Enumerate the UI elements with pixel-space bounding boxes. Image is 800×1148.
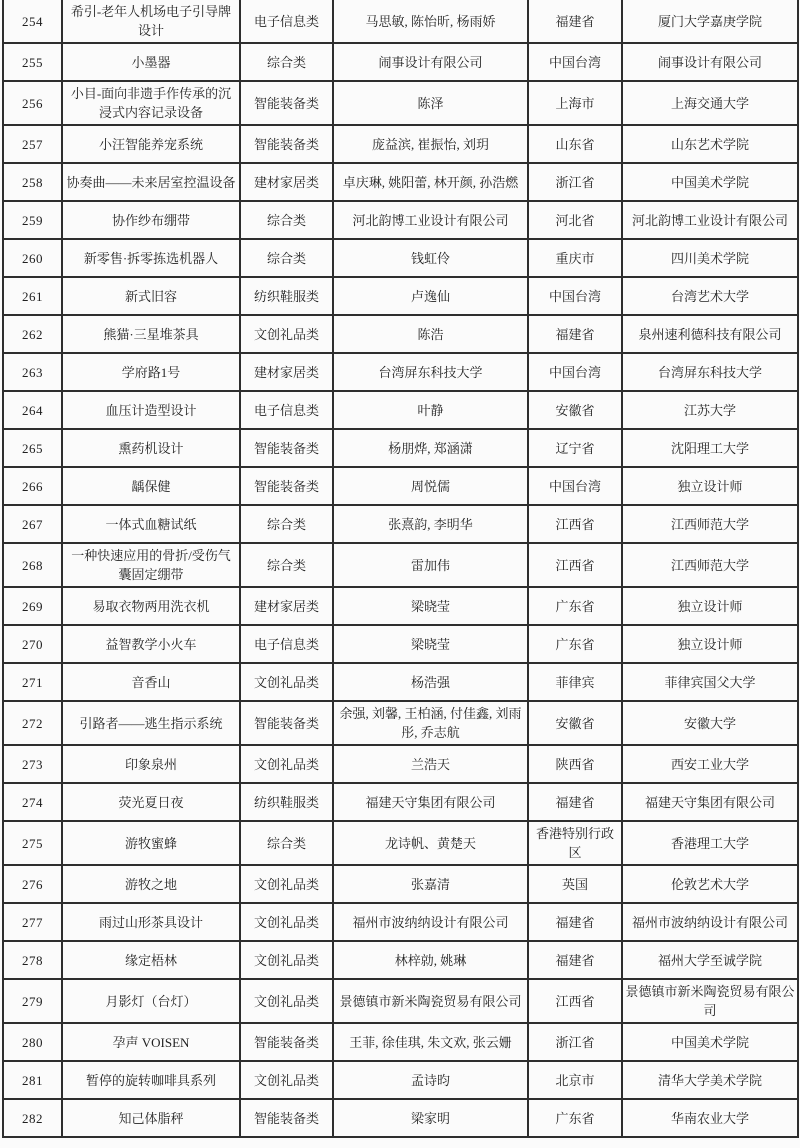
cell-authors: 兰浩天 — [333, 745, 528, 783]
cell-organization: 江西师范大学 — [622, 543, 798, 587]
cell-region: 辽宁省 — [528, 429, 622, 467]
cell-no: 260 — [3, 239, 62, 277]
cell-title: 雨过山形茶具设计 — [62, 903, 240, 941]
cell-organization: 河北韵博工业设计有限公司 — [622, 201, 798, 239]
cell-category: 建材家居类 — [240, 353, 333, 391]
cell-no: 274 — [3, 783, 62, 821]
cell-title: 龋保健 — [62, 467, 240, 505]
cell-region: 河北省 — [528, 201, 622, 239]
cell-organization: 福建天守集团有限公司 — [622, 783, 798, 821]
cell-organization: 四川美术学院 — [622, 239, 798, 277]
cell-organization: 菲律宾国父大学 — [622, 663, 798, 701]
cell-no: 269 — [3, 587, 62, 625]
cell-no: 273 — [3, 745, 62, 783]
cell-title: 引路者——逃生指示系统 — [62, 701, 240, 745]
cell-title: 月影灯（台灯） — [62, 979, 240, 1023]
table-row — [3, 391, 798, 429]
cell-organization: 沈阳理工大学 — [622, 429, 798, 467]
cell-no: 266 — [3, 467, 62, 505]
cell-organization: 江苏大学 — [622, 391, 798, 429]
table-row — [3, 467, 798, 505]
cell-region: 中国台湾 — [528, 277, 622, 315]
table-row — [3, 625, 798, 663]
cell-region: 重庆市 — [528, 239, 622, 277]
table-row — [3, 821, 798, 865]
cell-title: 知己体脂秤 — [62, 1099, 240, 1137]
cell-authors: 陈泽 — [333, 81, 528, 125]
table-row — [3, 1099, 798, 1137]
cell-title: 一种快速应用的骨折/受伤气囊固定绷带 — [62, 543, 240, 587]
cell-category: 综合类 — [240, 505, 333, 543]
table-row — [3, 315, 798, 353]
table-row — [3, 0, 798, 43]
cell-authors: 福州市波纳纳设计有限公司 — [333, 903, 528, 941]
cell-organization: 安徽大学 — [622, 701, 798, 745]
table-row — [3, 663, 798, 701]
cell-region: 浙江省 — [528, 1023, 622, 1061]
cell-category: 文创礼品类 — [240, 865, 333, 903]
cell-authors: 杨浩强 — [333, 663, 528, 701]
cell-title: 熊猫·三星堆茶具 — [62, 315, 240, 353]
cell-authors: 台湾屏东科技大学 — [333, 353, 528, 391]
cell-category: 综合类 — [240, 43, 333, 81]
cell-category: 智能装备类 — [240, 429, 333, 467]
cell-title: 音香山 — [62, 663, 240, 701]
table-row — [3, 239, 798, 277]
cell-region: 中国台湾 — [528, 43, 622, 81]
table-row — [3, 745, 798, 783]
cell-authors: 梁家明 — [333, 1099, 528, 1137]
cell-category: 文创礼品类 — [240, 903, 333, 941]
cell-category: 综合类 — [240, 239, 333, 277]
cell-category: 智能装备类 — [240, 1099, 333, 1137]
cell-title: 暂停的旋转咖啡具系列 — [62, 1061, 240, 1099]
cell-no: 262 — [3, 315, 62, 353]
cell-no: 272 — [3, 701, 62, 745]
cell-authors: 梁晓莹 — [333, 625, 528, 663]
cell-no: 267 — [3, 505, 62, 543]
cell-organization: 西安工业大学 — [622, 745, 798, 783]
cell-authors: 叶静 — [333, 391, 528, 429]
cell-authors: 龙诗帆、黄楚天 — [333, 821, 528, 865]
cell-title: 荧光夏日夜 — [62, 783, 240, 821]
cell-category: 纺织鞋服类 — [240, 783, 333, 821]
table-row — [3, 701, 798, 745]
cell-no: 278 — [3, 941, 62, 979]
cell-no: 268 — [3, 543, 62, 587]
cell-category: 电子信息类 — [240, 625, 333, 663]
cell-no: 263 — [3, 353, 62, 391]
cell-no: 271 — [3, 663, 62, 701]
cell-category: 文创礼品类 — [240, 941, 333, 979]
table-row — [3, 1023, 798, 1061]
cell-category: 电子信息类 — [240, 391, 333, 429]
table-row — [3, 505, 798, 543]
cell-title: 新零售·拆零拣选机器人 — [62, 239, 240, 277]
cell-organization: 中国美术学院 — [622, 163, 798, 201]
cell-authors: 雷加伟 — [333, 543, 528, 587]
table-body — [3, 0, 798, 1137]
cell-no: 279 — [3, 979, 62, 1023]
cell-no: 281 — [3, 1061, 62, 1099]
cell-region: 福建省 — [528, 315, 622, 353]
cell-category: 文创礼品类 — [240, 663, 333, 701]
cell-organization: 景德镇市新米陶瓷贸易有限公司 — [622, 979, 798, 1023]
cell-category: 智能装备类 — [240, 81, 333, 125]
cell-region: 福建省 — [528, 0, 622, 43]
cell-category: 纺织鞋服类 — [240, 277, 333, 315]
table-row — [3, 429, 798, 467]
table-row — [3, 903, 798, 941]
cell-region: 菲律宾 — [528, 663, 622, 701]
cell-title: 小汪智能养宠系统 — [62, 125, 240, 163]
cell-region: 安徽省 — [528, 391, 622, 429]
table-row — [3, 201, 798, 239]
cell-region: 浙江省 — [528, 163, 622, 201]
cell-region: 中国台湾 — [528, 467, 622, 505]
cell-category: 建材家居类 — [240, 163, 333, 201]
cell-authors: 庞益滨, 崔振怡, 刘玥 — [333, 125, 528, 163]
cell-organization: 福州市波纳纳设计有限公司 — [622, 903, 798, 941]
table-row — [3, 277, 798, 315]
cell-title: 游牧之地 — [62, 865, 240, 903]
cell-region: 江西省 — [528, 979, 622, 1023]
cell-region: 中国台湾 — [528, 353, 622, 391]
works-table — [2, 0, 799, 1138]
cell-organization: 香港理工大学 — [622, 821, 798, 865]
cell-title: 易取衣物两用洗衣机 — [62, 587, 240, 625]
cell-category: 文创礼品类 — [240, 315, 333, 353]
cell-region: 广东省 — [528, 1099, 622, 1137]
cell-organization: 伦敦艺术大学 — [622, 865, 798, 903]
cell-organization: 上海交通大学 — [622, 81, 798, 125]
cell-no: 261 — [3, 277, 62, 315]
cell-organization: 江西师范大学 — [622, 505, 798, 543]
cell-title: 血压计造型设计 — [62, 391, 240, 429]
cell-no: 275 — [3, 821, 62, 865]
cell-region: 广东省 — [528, 587, 622, 625]
cell-category: 综合类 — [240, 821, 333, 865]
cell-category: 文创礼品类 — [240, 979, 333, 1023]
cell-organization: 独立设计师 — [622, 587, 798, 625]
cell-title: 益智教学小火车 — [62, 625, 240, 663]
cell-organization: 清华大学美术学院 — [622, 1061, 798, 1099]
table-row — [3, 125, 798, 163]
cell-title: 印象泉州 — [62, 745, 240, 783]
cell-region: 山东省 — [528, 125, 622, 163]
cell-organization: 闹事设计有限公司 — [622, 43, 798, 81]
cell-no: 256 — [3, 81, 62, 125]
cell-authors: 张嘉清 — [333, 865, 528, 903]
cell-title: 一体式血糖试纸 — [62, 505, 240, 543]
cell-organization: 福州大学至诚学院 — [622, 941, 798, 979]
cell-category: 智能装备类 — [240, 467, 333, 505]
cell-authors: 闹事设计有限公司 — [333, 43, 528, 81]
cell-category: 综合类 — [240, 543, 333, 587]
cell-region: 福建省 — [528, 903, 622, 941]
cell-authors: 河北韵博工业设计有限公司 — [333, 201, 528, 239]
cell-category: 智能装备类 — [240, 125, 333, 163]
cell-organization: 厦门大学嘉庚学院 — [622, 0, 798, 43]
cell-organization: 山东艺术学院 — [622, 125, 798, 163]
cell-no: 258 — [3, 163, 62, 201]
cell-category: 建材家居类 — [240, 587, 333, 625]
cell-organization: 台湾屏东科技大学 — [622, 353, 798, 391]
cell-authors: 王菲, 徐佳琪, 朱文欢, 张云姗 — [333, 1023, 528, 1061]
cell-category: 智能装备类 — [240, 701, 333, 745]
cell-region: 江西省 — [528, 543, 622, 587]
cell-title: 协作纱布绷带 — [62, 201, 240, 239]
cell-no: 259 — [3, 201, 62, 239]
cell-title: 孕声 VOISEN — [62, 1023, 240, 1061]
cell-title: 学府路1号 — [62, 353, 240, 391]
table-row — [3, 587, 798, 625]
cell-title: 希引-老年人机场电子引导牌设计 — [62, 0, 240, 43]
cell-authors: 景德镇市新米陶瓷贸易有限公司 — [333, 979, 528, 1023]
cell-authors: 张熹韵, 李明华 — [333, 505, 528, 543]
cell-category: 智能装备类 — [240, 1023, 333, 1061]
table-row — [3, 81, 798, 125]
cell-category: 文创礼品类 — [240, 745, 333, 783]
cell-organization: 泉州速利德科技有限公司 — [622, 315, 798, 353]
cell-title: 小墨器 — [62, 43, 240, 81]
cell-title: 小目-面向非遗手作传承的沉浸式内容记录设备 — [62, 81, 240, 125]
cell-title: 游牧蜜蜂 — [62, 821, 240, 865]
cell-category: 电子信息类 — [240, 0, 333, 43]
cell-region: 江西省 — [528, 505, 622, 543]
cell-no: 264 — [3, 391, 62, 429]
cell-authors: 孟诗昀 — [333, 1061, 528, 1099]
cell-authors: 余强, 刘馨, 王柏涵, 付佳鑫, 刘雨彤, 乔志航 — [333, 701, 528, 745]
cell-no: 265 — [3, 429, 62, 467]
table-row — [3, 543, 798, 587]
cell-region: 英国 — [528, 865, 622, 903]
cell-no: 254 — [3, 0, 62, 43]
cell-organization: 中国美术学院 — [622, 1023, 798, 1061]
table-row — [3, 353, 798, 391]
cell-authors: 卓庆琳, 姚阳蕾, 林开颜, 孙浩燃 — [333, 163, 528, 201]
cell-region: 安徽省 — [528, 701, 622, 745]
cell-region: 广东省 — [528, 625, 622, 663]
cell-title: 熏药机设计 — [62, 429, 240, 467]
cell-region: 福建省 — [528, 783, 622, 821]
cell-title: 协奏曲——未来居室控温设备 — [62, 163, 240, 201]
cell-region: 福建省 — [528, 941, 622, 979]
cell-no: 257 — [3, 125, 62, 163]
cell-no: 255 — [3, 43, 62, 81]
table-row — [3, 865, 798, 903]
cell-organization: 独立设计师 — [622, 625, 798, 663]
cell-authors: 陈浩 — [333, 315, 528, 353]
cell-region: 香港特别行政区 — [528, 821, 622, 865]
cell-authors: 周悦儒 — [333, 467, 528, 505]
cell-category: 文创礼品类 — [240, 1061, 333, 1099]
cell-organization: 独立设计师 — [622, 467, 798, 505]
cell-authors: 梁晓莹 — [333, 587, 528, 625]
table-row — [3, 783, 798, 821]
cell-authors: 钱虹伶 — [333, 239, 528, 277]
cell-authors: 杨朋烨, 郑涵潇 — [333, 429, 528, 467]
cell-category: 综合类 — [240, 201, 333, 239]
cell-no: 276 — [3, 865, 62, 903]
table-row — [3, 941, 798, 979]
table-row — [3, 1061, 798, 1099]
table-row — [3, 43, 798, 81]
cell-authors: 福建天守集团有限公司 — [333, 783, 528, 821]
cell-title: 缘定梧林 — [62, 941, 240, 979]
cell-authors: 林梓勍, 姚琳 — [333, 941, 528, 979]
cell-organization: 台湾艺术大学 — [622, 277, 798, 315]
cell-title: 新式旧容 — [62, 277, 240, 315]
cell-no: 280 — [3, 1023, 62, 1061]
cell-no: 270 — [3, 625, 62, 663]
cell-authors: 卢逸仙 — [333, 277, 528, 315]
cell-region: 陕西省 — [528, 745, 622, 783]
cell-organization: 华南农业大学 — [622, 1099, 798, 1137]
cell-authors: 马思敏, 陈怡昕, 杨雨娇 — [333, 0, 528, 43]
cell-region: 上海市 — [528, 81, 622, 125]
table-row — [3, 979, 798, 1023]
cell-region: 北京市 — [528, 1061, 622, 1099]
cell-no: 277 — [3, 903, 62, 941]
cell-no: 282 — [3, 1099, 62, 1137]
table-row — [3, 163, 798, 201]
